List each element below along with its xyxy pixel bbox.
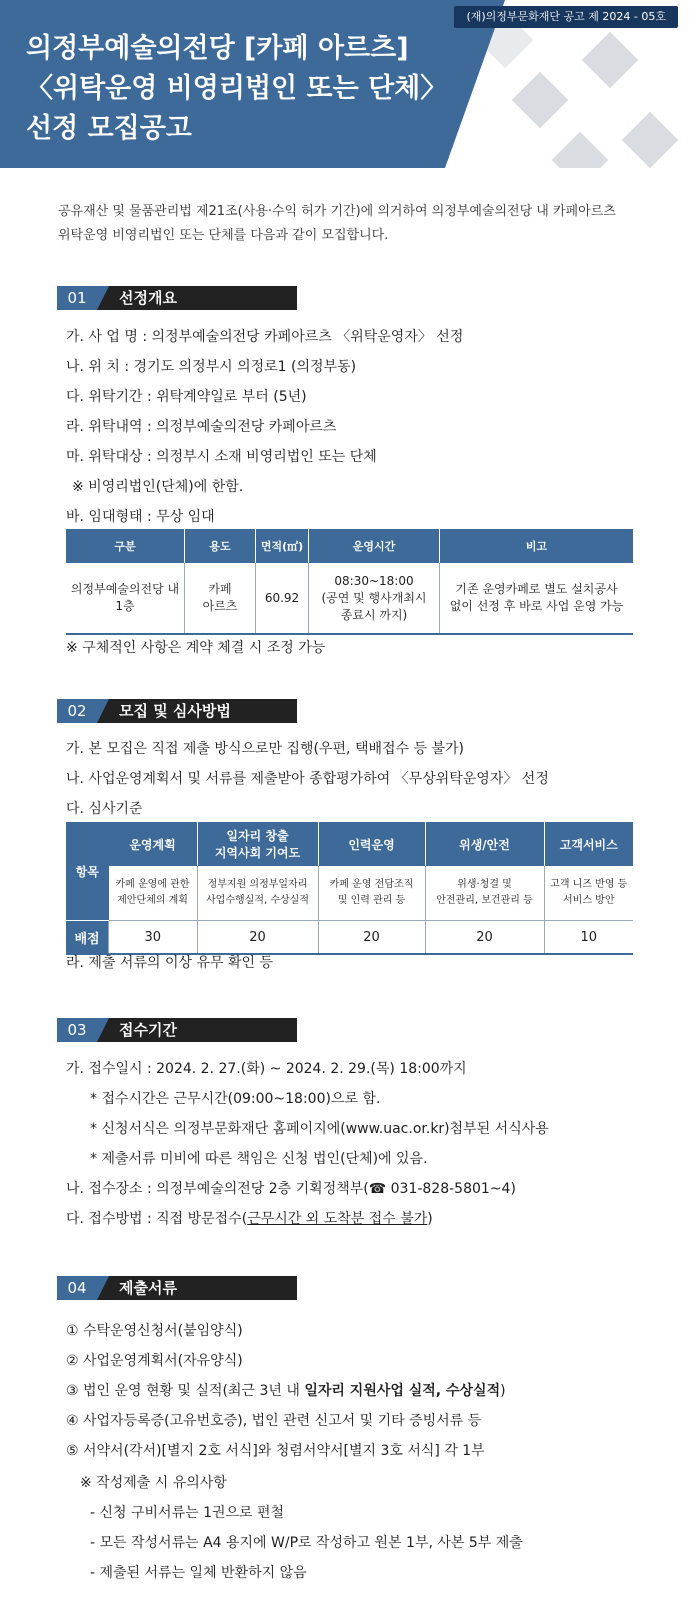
intro-text — [58, 200, 648, 248]
overview-note: ※ 비영리법인(단체)에 한함. — [72, 479, 244, 495]
table-row — [66, 563, 633, 634]
overview-footnote: ※ 구체적인 사항은 계약 체결 시 조정 가능 — [66, 640, 326, 656]
criteria-score: 10 — [544, 921, 633, 955]
decor-diamond — [512, 72, 569, 129]
recruit-item: 가. 본 모집은 직접 제출 방식으로만 집행(우편, 택배접수 등 불가) — [66, 741, 464, 757]
section-number: 02 — [57, 699, 97, 723]
criteria-score: 20 — [318, 921, 425, 955]
intro-line: 공유재산 및 물품관리법 제21조(사용·수익 허가 기간)에 의거하여 의정부예술의전당 내 카페아르츠 — [58, 204, 616, 219]
decor-diamond — [622, 112, 679, 168]
row-label-item: 항목 — [66, 822, 109, 921]
section-header-overview — [57, 286, 297, 310]
criteria-score-row — [66, 921, 633, 955]
table-cell: 60.92 — [256, 563, 309, 634]
table-header: 용도 — [185, 529, 256, 563]
period-place: 나. 접수장소 : 의정부예술의전당 2층 기획정책부(☎ 031-828-5801~4) — [66, 1181, 516, 1197]
rental-table — [66, 529, 633, 635]
section-header-recruitment — [57, 699, 297, 723]
criteria-desc: 카페 운영 전담조직 및 인력 관리 등 — [318, 866, 425, 921]
table-header: 비고 — [440, 529, 634, 563]
section-number: 04 — [57, 1276, 97, 1300]
table-header-row — [66, 529, 633, 563]
recruit-item: 다. 심사기준 — [66, 801, 143, 817]
document-item: ② 사업운영계획서(자유양식) — [66, 1353, 243, 1369]
page-title-line3: 선정 모집공고 — [26, 113, 192, 144]
period-date: 가. 접수일시 : 2024. 2. 27.(화) ~ 2024. 2. 29.(목) 18:00까지 — [66, 1061, 467, 1077]
criteria-name: 고객서비스 — [544, 822, 633, 866]
table-cell: 08:30~18:00 (공연 및 행사개최시 종료시 까지) — [309, 563, 440, 634]
criteria-name: 일자리 창출 지역사회 기여도 — [197, 822, 318, 866]
period-note: * 제출서류 미비에 따른 책임은 신청 법인(단체)에 있음. — [90, 1151, 428, 1167]
page-title-line2: 〈위탁운영 비영리법인 또는 단체〉 — [26, 73, 448, 104]
row-label-score: 배점 — [66, 921, 109, 955]
criteria-score: 30 — [109, 921, 198, 955]
table-cell: 의정부예술의전당 내 1층 — [66, 563, 185, 634]
document-item: ④ 사업자등록증(고유번호증), 법인 관련 신고서 및 기타 증빙서류 등 — [66, 1413, 482, 1429]
criteria-name: 위생/안전 — [425, 822, 544, 866]
criteria-desc-row — [66, 866, 633, 921]
table-cell: 기존 운영카페로 별도 설치공사 없이 선정 후 바로 사업 운영 가능 — [440, 563, 634, 634]
section-title: 선정개요 — [119, 289, 177, 307]
caution-item: - 제출된 서류는 일체 반환하지 않음 — [90, 1565, 307, 1581]
period-method: 다. 접수방법 : 직접 방문접수(근무시간 외 도착분 접수 불가) — [66, 1211, 433, 1227]
document-item: ⑤ 서약서(각서)[별지 2호 서식]와 청렴서약서[별지 3호 서식] 각 1부 — [66, 1443, 485, 1459]
overview-item: 나. 위 치 : 경기도 의정부시 의정로1 (의정부동) — [66, 359, 357, 375]
section-number: 01 — [57, 286, 97, 310]
overview-item: 가. 사 업 명 : 의정부예술의전당 카페아르츠 〈위탁운영자〉 선정 — [66, 329, 464, 345]
section-title: 모집 및 심사방법 — [119, 702, 231, 720]
criteria-score: 20 — [197, 921, 318, 955]
criteria-name: 인력운영 — [318, 822, 425, 866]
section-title: 제출서류 — [119, 1279, 177, 1297]
recruit-footnote: 라. 제출 서류의 이상 유무 확인 등 — [66, 955, 273, 971]
criteria-desc: 위생·청결 및 안전관리, 보건관리 등 — [425, 866, 544, 921]
table-header: 운영시간 — [309, 529, 440, 563]
section-number: 03 — [57, 1018, 97, 1042]
overview-item: 바. 임대형태 : 무상 임대 — [66, 509, 215, 525]
overview-item: 마. 위탁대상 : 의정부시 소재 비영리법인 또는 단체 — [66, 449, 377, 465]
period-note: * 접수시간은 근무시간(09:00~18:00)으로 함. — [90, 1091, 381, 1107]
recruit-item: 나. 사업운영계획서 및 서류를 제출받아 종합평가하여 〈무상위탁운영자〉 선정 — [66, 771, 549, 787]
caution-item: - 신청 구비서류는 1권으로 편철 — [90, 1505, 285, 1521]
criteria-desc: 고객 니즈 반영 등 서비스 방안 — [544, 866, 633, 921]
overview-item: 다. 위탁기간 : 위탁계약일로 부터 (5년) — [66, 389, 307, 405]
criteria-header-row — [66, 822, 633, 866]
section-title: 접수기간 — [119, 1021, 177, 1039]
notice-number: (재)의정부문화재단 공고 제 2024 - 05호 — [454, 6, 678, 28]
criteria-desc: 카페 운영에 관한 제안단체의 계획 — [109, 866, 198, 921]
table-cell: 카페 아르츠 — [185, 563, 256, 634]
section-header-documents — [57, 1276, 297, 1300]
intro-line: 위탁운영 비영리법인 또는 단체를 다음과 같이 모집합니다. — [58, 228, 389, 243]
table-header: 구분 — [66, 529, 185, 563]
header-banner — [0, 0, 690, 168]
page-title-line1: 의정부예술의전당 [카페 아르츠] — [26, 33, 409, 64]
period-note: * 신청서식은 의정부문화재단 홈페이지에(www.uac.or.kr)첨부된 서식사용 — [90, 1121, 549, 1137]
table-header: 면적(㎡) — [256, 529, 309, 563]
criteria-table — [66, 822, 633, 955]
caution-item: - 모든 작성서류는 A4 용지에 W/P로 작성하고 원본 1부, 사본 5부 제출 — [90, 1535, 523, 1551]
criteria-score: 20 — [425, 921, 544, 955]
caution-title: ※ 작성제출 시 유의사항 — [80, 1475, 227, 1491]
decor-diamond — [582, 32, 639, 89]
document-item: ③ 법인 운영 현황 및 실적(최근 3년 내 일자리 지원사업 실적, 수상실적) — [66, 1383, 506, 1399]
document-item: ① 수탁운영신청서(붙임양식) — [66, 1323, 243, 1339]
section-header-period — [57, 1018, 297, 1042]
criteria-name: 운영계획 — [109, 822, 198, 866]
criteria-desc: 정부지원 의정부일자리 사업수행실적, 수상실적 — [197, 866, 318, 921]
overview-item: 라. 위탁내역 : 의정부예술의전당 카페아르츠 — [66, 419, 337, 435]
decor-diamond — [552, 132, 609, 168]
